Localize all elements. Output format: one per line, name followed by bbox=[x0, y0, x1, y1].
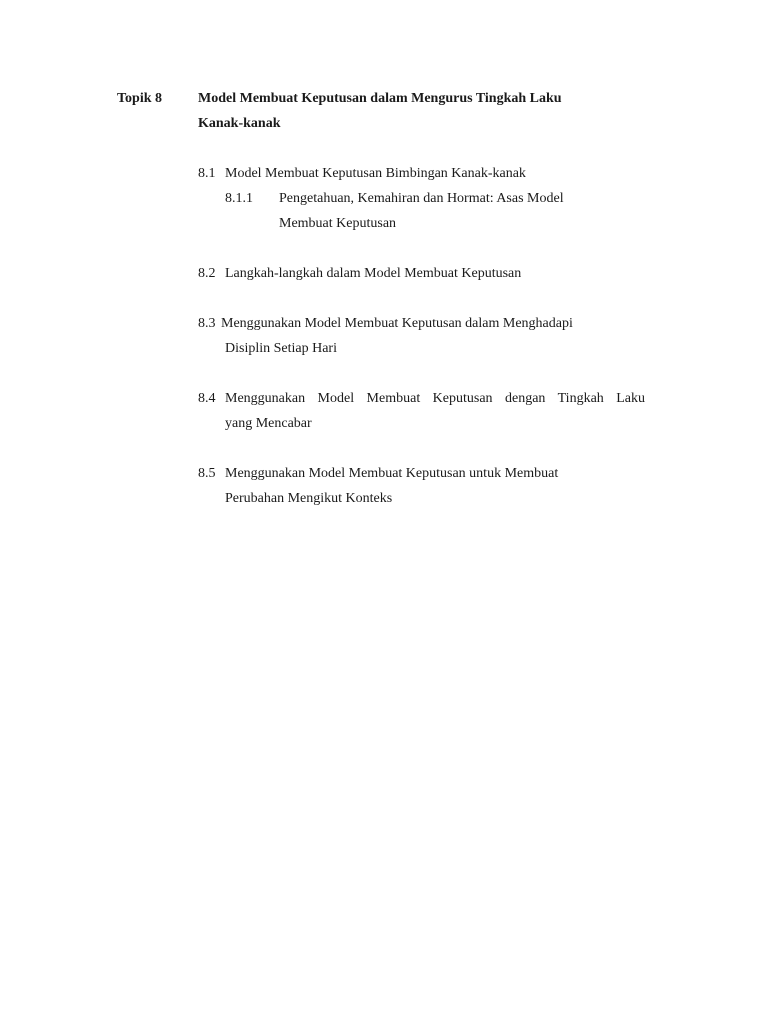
topic-title bbox=[198, 86, 628, 136]
section-text-line-1: Menggunakan Model Membuat Keputusan untuk Membuat bbox=[225, 466, 559, 481]
subsection-8-1-1 bbox=[225, 186, 564, 211]
subsection-number: 8.1.1 bbox=[225, 191, 253, 206]
section-text-line-2: yang Mencabar bbox=[225, 416, 312, 431]
topic-label: Topik 8 bbox=[117, 91, 163, 106]
section-number: 8.3 bbox=[198, 316, 216, 331]
section-text-line-1: Menggunakan Model Membuat Keputusan dalam Menghadapi bbox=[221, 316, 573, 331]
subsection-text-line-1: Pengetahuan, Kemahiran dan Hormat: Asas Model bbox=[279, 191, 564, 206]
section-text: Model Membuat Keputusan Bimbingan Kanak-kanak bbox=[225, 166, 526, 181]
section-8-4 bbox=[198, 386, 645, 411]
section-8-5 bbox=[198, 461, 558, 486]
section-text-line-2: Disiplin Setiap Hari bbox=[225, 341, 337, 356]
topic-title-line-2: Kanak-kanak bbox=[198, 116, 281, 131]
section-text-line-2: Perubahan Mengikut Konteks bbox=[225, 491, 393, 506]
section-8-5-continuation bbox=[225, 486, 392, 511]
subsection-text-line-2: Membuat Keputusan bbox=[279, 216, 397, 231]
subsection-8-1-1-continuation bbox=[279, 211, 396, 236]
section-8-1 bbox=[198, 161, 526, 186]
section-8-4-continuation bbox=[225, 411, 312, 436]
section-text: Langkah-langkah dalam Model Membuat Keputusan bbox=[225, 266, 522, 281]
section-number: 8.2 bbox=[198, 266, 216, 281]
section-8-3-continuation bbox=[225, 336, 337, 361]
section-number: 8.4 bbox=[198, 391, 216, 406]
section-8-2 bbox=[198, 261, 521, 286]
section-8-3 bbox=[198, 311, 573, 336]
section-text-line-1: Menggunakan Model Membuat Keputusan dengan Tingkah Laku bbox=[225, 391, 645, 406]
section-number: 8.5 bbox=[198, 466, 216, 481]
topic-title-line-1: Model Membuat Keputusan dalam Mengurus Tingkah Laku bbox=[198, 91, 562, 106]
section-number: 8.1 bbox=[198, 166, 216, 181]
